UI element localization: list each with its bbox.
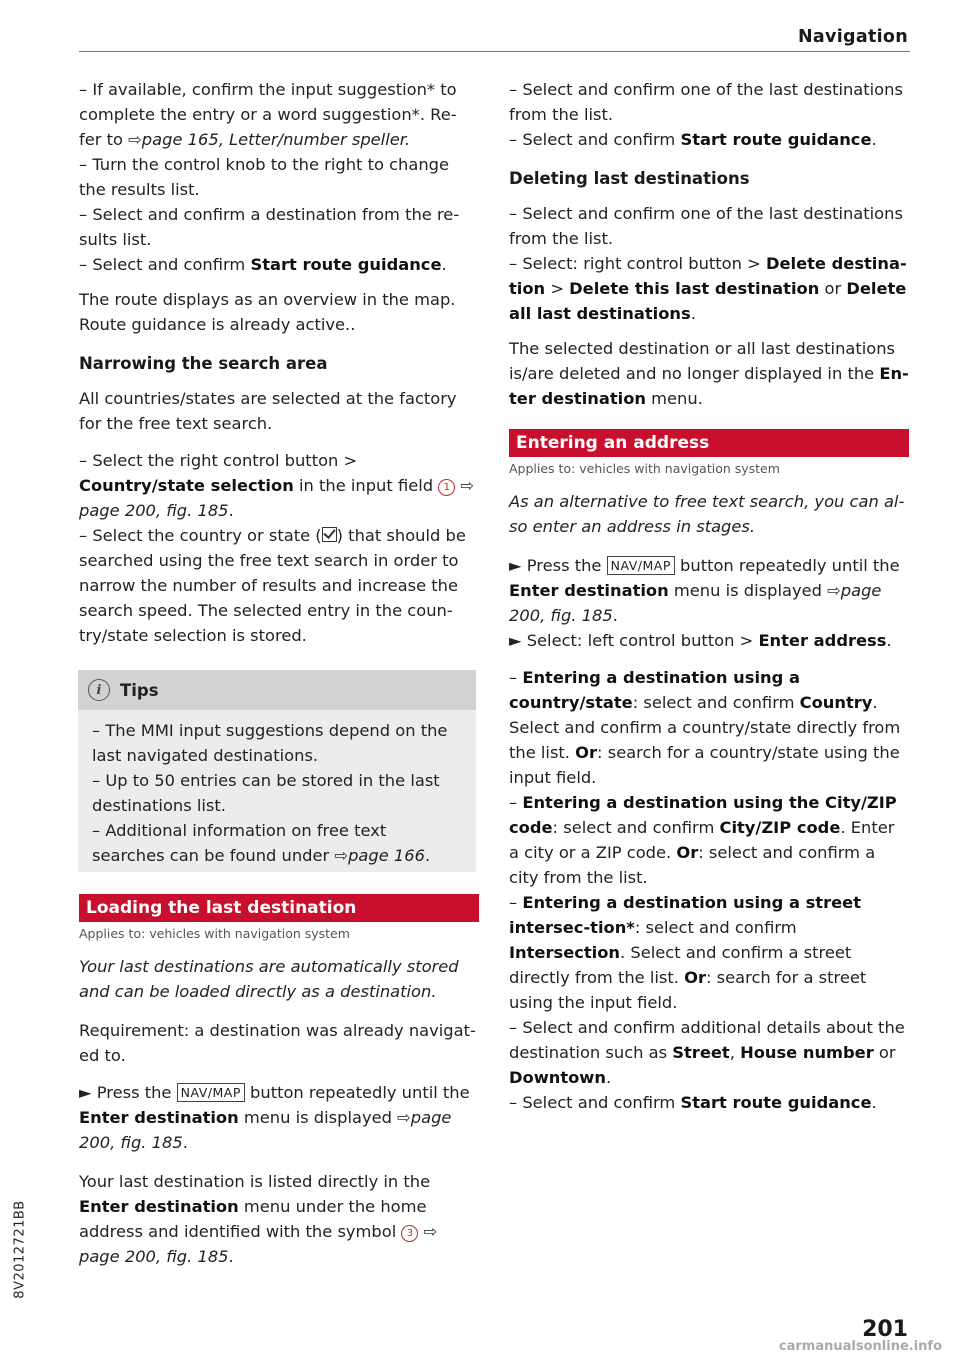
heading-deleting: Deleting last destinations: [509, 169, 750, 188]
step-select-last-delete: – Select and confirm one of the last destinations from the list.: [509, 204, 903, 248]
last-destination-text: Your last destination is listed directly in the Enter destination menu under the home address and identified with the symbol 3 ⇨ page 200, fig. 185.: [79, 1172, 438, 1266]
step-start-guidance-right: – Select and confirm Start route guidance.: [509, 130, 877, 149]
option-additional-details: – Select and confirm additional details about the destination such as Street, House number or Downtown.: [509, 1018, 905, 1087]
step-select-country: – Select the country or state ( ) that should be searched using the free text search in order to narrow the number of results and increase the search speed. The selected entry in the coun-try/state selection is stored.: [79, 526, 466, 645]
route-overview-text: The route displays as an overview in the map. Route guidance is already active..: [79, 290, 456, 334]
tip-item: – Additional information on free text searches can be found under ⇨page 166.: [92, 821, 431, 865]
step-country-selection: – Select the right control button > Country/state selection in the input field 1 ⇨ page 200, fig. 185.: [79, 451, 475, 520]
callout-3-icon: 3: [401, 1225, 418, 1242]
option-city-zip: – Entering a destination using the City/ZIP code: select and confirm City/ZIP code. Enter a city or a ZIP code. Or: select and confirm a city from the list.: [509, 793, 897, 887]
tip-item: – The MMI input suggestions depend on the last navigated destinations.: [92, 721, 448, 765]
section-banner-loading: Loading the last destination: [79, 894, 479, 922]
page-number: 201: [862, 1317, 908, 1342]
step-input-suggestion: – If available, confirm the input suggestion* to complete the entry or a word suggestion*. Re-fer to ⇨page 165, Letter/number speller.: [79, 80, 457, 149]
step-select-last: – Select and confirm one of the last destinations from the list.: [509, 80, 903, 124]
applies-to: Applies to: vehicles with navigation system: [79, 926, 350, 941]
step-press-navmap: ► Press the NAV/MAP button repeatedly until the Enter destination menu is displayed ⇨page 200, fig. 185.: [79, 1083, 470, 1152]
right-column: [509, 77, 909, 1115]
info-icon: i: [88, 679, 110, 701]
step-start-guidance: – Select and confirm Start route guidance.: [79, 255, 447, 274]
option-intersection: – Entering a destination using a street intersec-tion*: select and confirm Intersection. Select and confirm a street directly from the list. Or: search for a street using the input field.: [509, 893, 867, 1012]
left-column: [79, 77, 479, 1269]
section-title: Navigation: [797, 27, 908, 47]
requirement-text: Requirement: a destination was already navigat-ed to.: [79, 1021, 476, 1065]
address-intro: As an alternative to free text search, you can al-so enter an address in stages.: [509, 492, 905, 536]
narrowing-intro: All countries/states are selected at the factory for the free text search.: [79, 389, 457, 433]
navmap-key: NAV/MAP: [607, 556, 675, 575]
loading-intro: Your last destinations are automatically stored and can be loaded directly as a destination.: [79, 957, 459, 1001]
step-start-guidance-final: – Select and confirm Start route guidance.: [509, 1093, 877, 1112]
header-rule: [79, 51, 910, 52]
option-country: – Entering a destination using a country/state: select and confirm Country. Select and confirm a country/state directly from the list. Or: search for a country/state using the input field.: [509, 668, 901, 787]
heading-narrowing: Narrowing the search area: [79, 354, 328, 373]
step-press-navmap-right: ► Press the NAV/MAP button repeatedly until the Enter destination menu is displayed ⇨page 200, fig. 185.: [509, 556, 900, 625]
step-enter-address: ► Select: left control button > Enter address.: [509, 631, 892, 650]
watermark: carmanualsonline.info: [778, 1339, 942, 1354]
tips-label: Tips: [120, 680, 159, 700]
tip-item: – Up to 50 entries can be stored in the last destinations list.: [92, 771, 440, 815]
applies-to: Applies to: vehicles with navigation system: [509, 461, 780, 476]
callout-1-icon: 1: [438, 479, 455, 496]
step-delete-destination: – Select: right control button > Delete destina-tion > Delete this last destination or Delete all last destinations.: [509, 254, 907, 323]
document-code: 8V2012721BB: [12, 1200, 28, 1299]
navmap-key: NAV/MAP: [177, 1083, 245, 1102]
tips-header: [78, 670, 476, 710]
checkbox-checked-icon: [322, 527, 337, 542]
step-select-destination: – Select and confirm a destination from the re-sults list.: [79, 205, 460, 249]
tips-box: [78, 670, 476, 872]
section-banner-address: Entering an address: [509, 429, 909, 457]
step-turn-knob: – Turn the control knob to the right to change the results list.: [79, 155, 450, 199]
deleted-info-text: The selected destination or all last destinations is/are deleted and no longer displayed in the En-ter destination menu.: [509, 339, 909, 408]
